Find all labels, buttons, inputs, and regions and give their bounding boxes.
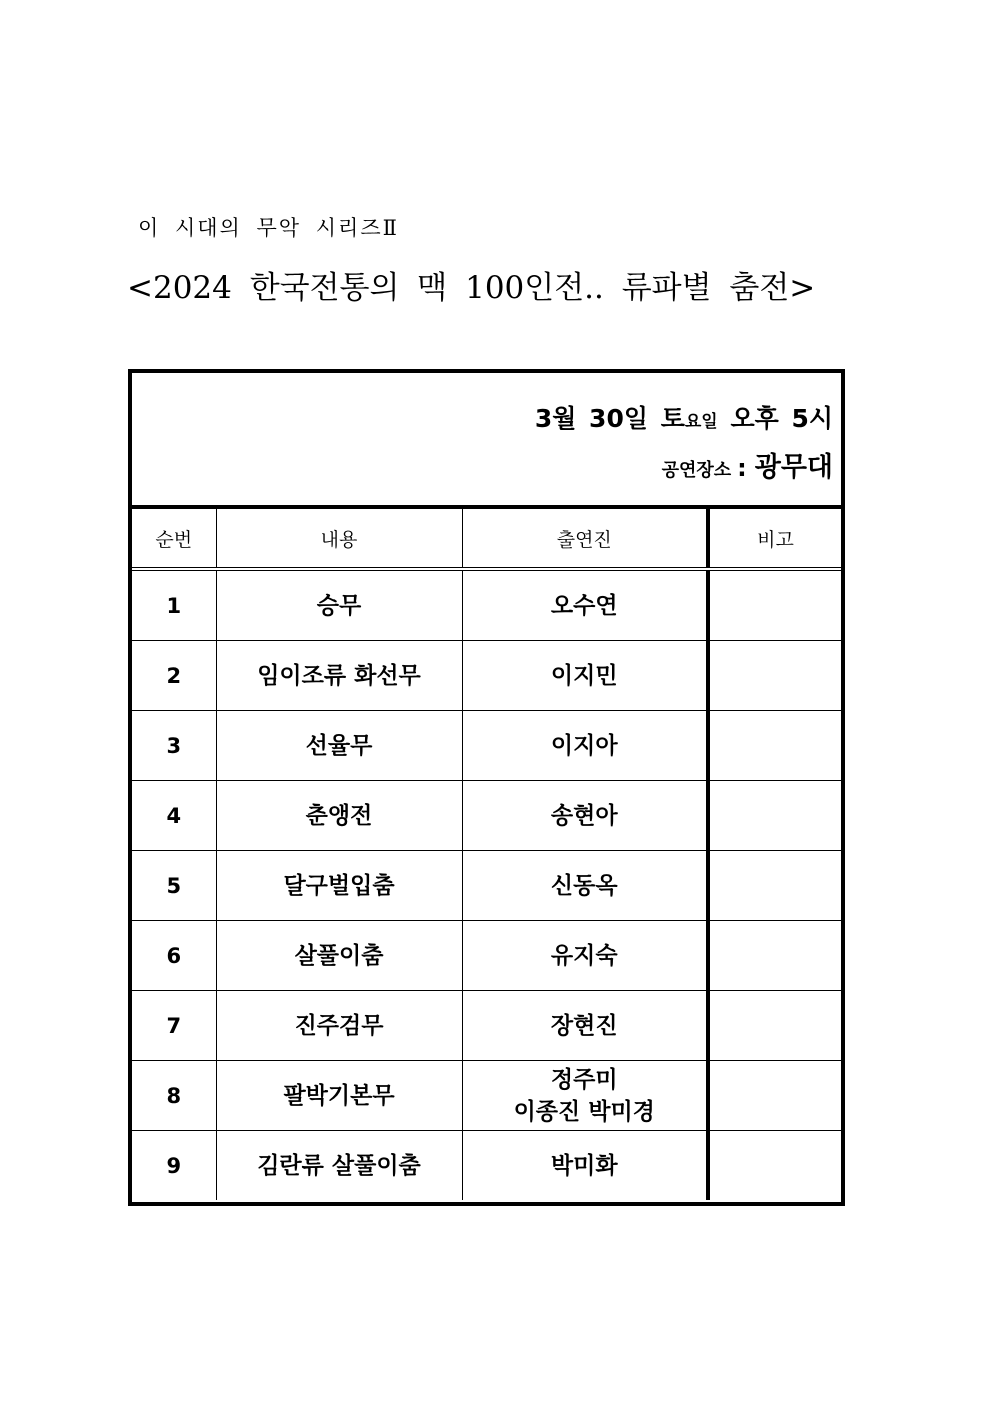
row-number: 7 [132, 991, 216, 1061]
performer-name: 이종진 박미경 [513, 1098, 655, 1125]
table-row [132, 641, 841, 711]
table-row [132, 711, 841, 781]
row-title: 승무 [216, 569, 462, 641]
series-title: 이 시대의 무악 시리즈Ⅱ [138, 216, 399, 240]
table-row [132, 1131, 841, 1201]
row-performers [462, 569, 708, 641]
table-row [132, 851, 841, 921]
schedule-info [132, 373, 841, 509]
row-number: 4 [132, 781, 216, 851]
row-note [708, 569, 841, 641]
program-table [132, 509, 841, 1200]
row-note [708, 641, 841, 711]
row-note [708, 1061, 841, 1131]
row-title: 춘앵전 [216, 781, 462, 851]
row-performers [462, 921, 708, 991]
header-performers: 출연진 [462, 509, 708, 569]
header-content: 내용 [216, 509, 462, 569]
row-performers [462, 991, 708, 1061]
row-performers [462, 781, 708, 851]
venue-line [662, 445, 833, 484]
row-performers [462, 711, 708, 781]
performer-name: 오수연 [550, 592, 618, 619]
table-row [132, 991, 841, 1061]
row-performers [462, 641, 708, 711]
row-number: 9 [132, 1131, 216, 1201]
venue-name: 광무대 [754, 452, 833, 483]
table-row [132, 1061, 841, 1131]
row-note [708, 851, 841, 921]
row-performers [462, 1131, 708, 1201]
table-row [132, 921, 841, 991]
row-number: 5 [132, 851, 216, 921]
program-table-frame [128, 369, 845, 1206]
performance-time: 오후 5시 [730, 404, 833, 433]
header-note: 비고 [708, 509, 841, 569]
table-header-row [132, 509, 841, 569]
weekday-suffix: 요일 [684, 412, 718, 432]
row-number: 6 [132, 921, 216, 991]
performer-name: 장현진 [550, 1012, 618, 1039]
row-title: 김란류 살풀이춤 [216, 1131, 462, 1201]
performer-name: 박미화 [550, 1152, 618, 1179]
row-title: 달구벌입춤 [216, 851, 462, 921]
date-time-line [535, 399, 833, 435]
row-performers [462, 1061, 708, 1131]
row-title: 진주검무 [216, 991, 462, 1061]
performer-name: 송현아 [550, 802, 618, 829]
row-note [708, 991, 841, 1061]
main-title: <2024 한국전통의 맥 100인전.. 류파별 춤전> [127, 270, 816, 306]
venue-separator: : [737, 454, 747, 482]
venue-label: 공연장소 [661, 460, 732, 481]
performer-name: 신동옥 [550, 872, 618, 899]
performance-date: 3월 30일 토 [534, 404, 685, 433]
table-row [132, 781, 841, 851]
row-note [708, 921, 841, 991]
performer-name: 유지숙 [550, 942, 618, 969]
row-note [708, 711, 841, 781]
row-title: 선율무 [216, 711, 462, 781]
performer-name: 이지아 [550, 732, 618, 759]
row-title: 살풀이춤 [216, 921, 462, 991]
row-title: 팔박기본무 [216, 1061, 462, 1131]
row-number: 1 [132, 569, 216, 641]
row-number: 3 [132, 711, 216, 781]
table-row [132, 569, 841, 641]
performer-name: 이지민 [550, 662, 618, 689]
row-title: 임이조류 화선무 [216, 641, 462, 711]
row-note [708, 1131, 841, 1201]
row-number: 2 [132, 641, 216, 711]
row-performers [462, 851, 708, 921]
row-number: 8 [132, 1061, 216, 1131]
performer-name: 정주미 [550, 1066, 618, 1093]
header-order: 순번 [132, 509, 216, 569]
row-note [708, 781, 841, 851]
